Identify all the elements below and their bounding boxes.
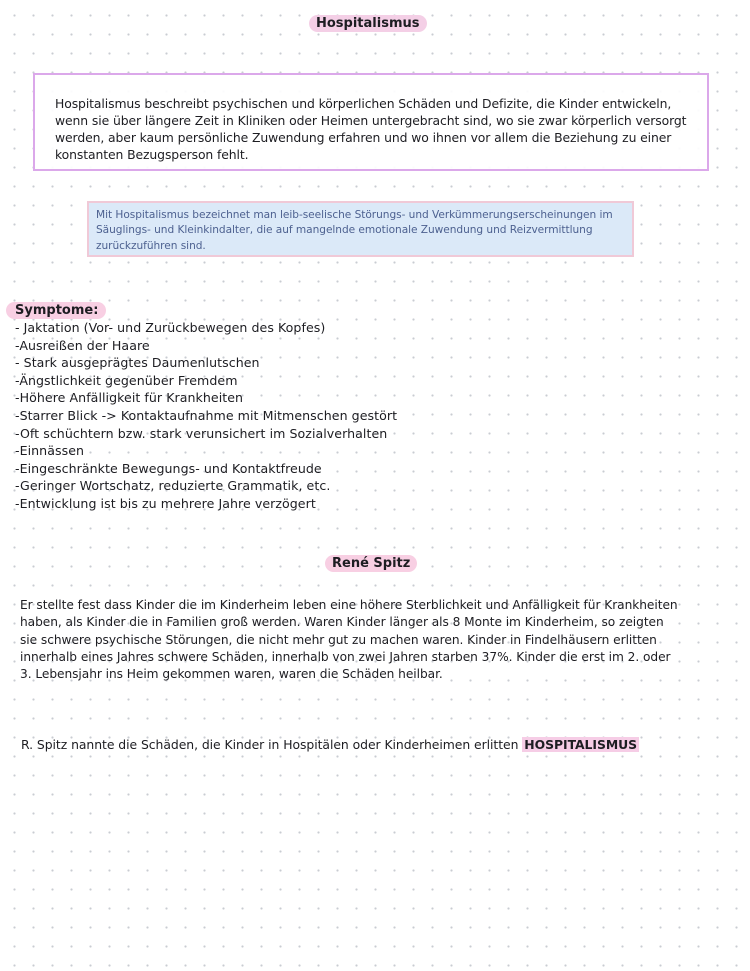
conclusion-line bbox=[21, 737, 639, 752]
list-item: -Einnässen bbox=[15, 443, 85, 459]
conclusion-text: R. Spitz nannte die Schäden, die Kinder in Hospitälen oder Kinderheimen erlitten bbox=[21, 737, 519, 752]
symptoms-heading: Symptome: bbox=[6, 302, 106, 319]
list-item: -Starrer Blick -> Kontaktaufnahme mit Mitmenschen gestört bbox=[15, 407, 398, 423]
list-item: - Stark ausgeprägtes Daumenlutschen bbox=[15, 355, 260, 371]
list-item: -Eingeschränkte Bewegungs- und Kontaktfreude bbox=[15, 460, 322, 476]
list-item: -Oft schüchtern bzw. stark verunsichert im Sozialverhalten bbox=[15, 425, 388, 441]
list-item: -Ausreißen der Haare bbox=[15, 337, 150, 353]
highlighted-term: HOSPITALISMUS bbox=[524, 737, 637, 752]
list-item: -Höhere Anfälligkeit für Krankheiten bbox=[15, 390, 244, 406]
quote-box bbox=[87, 201, 634, 257]
list-item: - Jaktation (Vor- und Zurückbewegen des Kopfes) bbox=[15, 320, 326, 335]
definition-box bbox=[33, 73, 709, 171]
list-item: -Geringer Wortschatz, reduzierte Grammatik, etc. bbox=[15, 478, 331, 494]
list-item: -Ängstlichkeit gegenüber Fremdem bbox=[15, 372, 238, 388]
symptom-list bbox=[15, 319, 397, 513]
quote-text: Mit Hospitalismus bezeichnet man leib-seelische Störungs- und Verkümmerungserscheinungen im Säuglings- und Kleinkindalter, die auf mangelnde emotionale Zuwendung und Reizvermittlung zurückzuführen sind. bbox=[96, 209, 613, 252]
list-item: -Entwicklung ist bis zu mehrere Jahre verzögert bbox=[15, 495, 316, 511]
page-title: Hospitalismus bbox=[309, 15, 427, 32]
section-title-spitz: René Spitz bbox=[325, 555, 417, 572]
definition-text: Hospitalismus beschreibt psychischen und körperlichen Schäden und Defizite, die Kinder entwickeln, wenn sie über längere Zeit in Kliniken oder Heimen untergebracht sind, wo sie zwar körperlich versorgt werden, aber kaum persönliche Zuwendung erfahren und wo ihnen vor allem die Beziehung zu einer konstanten Bezugsperson fehlt. bbox=[55, 96, 687, 162]
spitz-paragraph: Er stellte fest dass Kinder die im Kinderheim leben eine höhere Sterblichkeit und Anfälligkeit für Krankheiten haben, als Kinder die in Familien groß werden. Waren Kinder länger als 8 Monte im Kinderheim, so zeigten sie schwere psychische Störungen, die nicht mehr gut zu machen waren. Kinder in Findelhäusern erlitten innerhalb eines Jahres schwere Schäden, innerhalb von zwei Jahren starben 37%. Kinder die erst im 2. oder 3. Lebensjahr ins Heim gekommen waren, waren die Schäden heilbar. bbox=[20, 598, 678, 682]
